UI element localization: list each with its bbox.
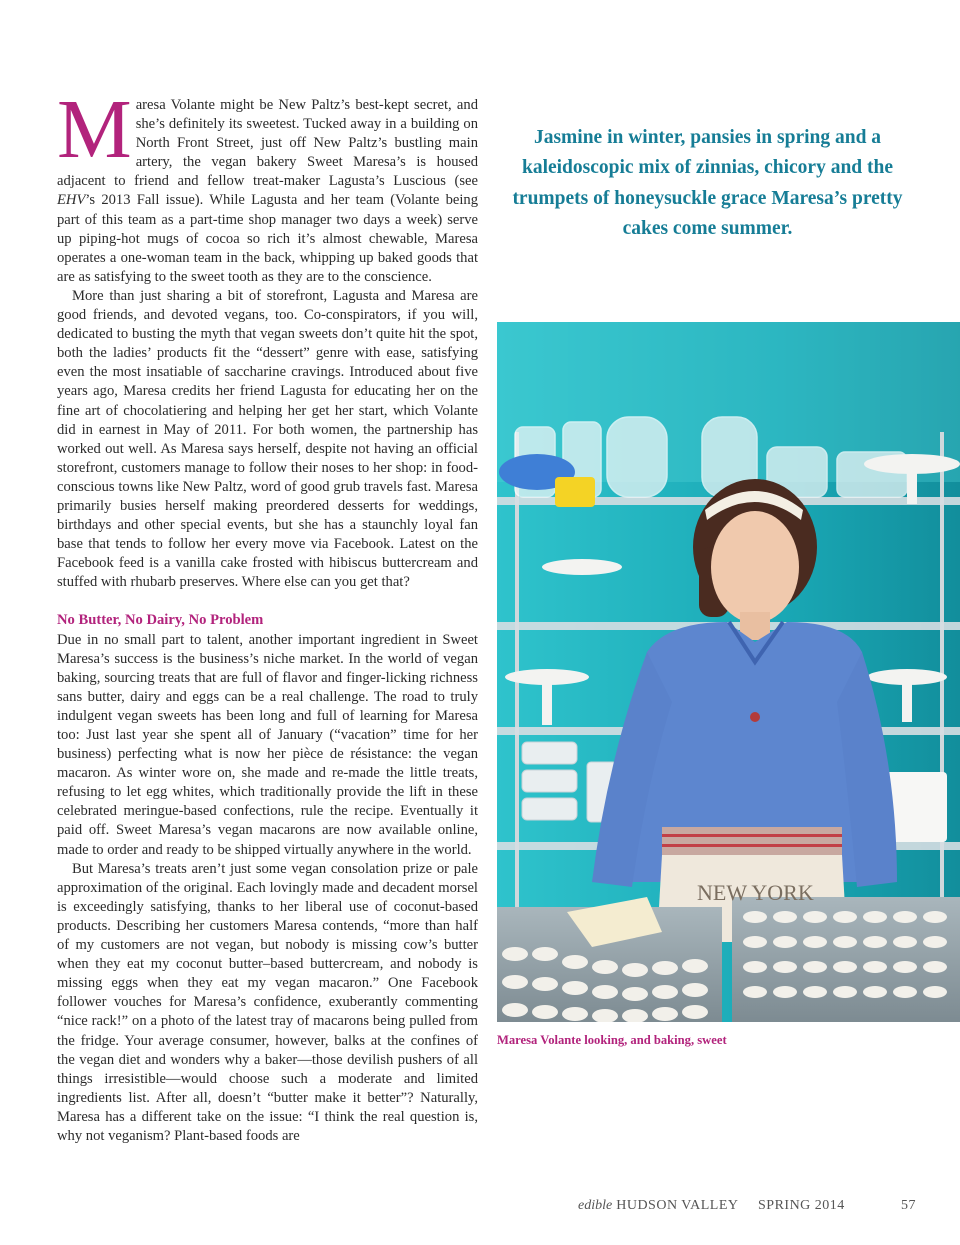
paragraph-2: More than just sharing a bit of storefront, Lagusta and Maresa are good friends, and devoted vegans, too. Co-conspirators, if you will, dedicated to busting the myth that vegan sweets don’t quite hit the spot, both the ladies’ products fit the “dessert” genre with ease, satisfying even the most insatiable of saccharine cravings. Introduced about five years ago, Maresa credits her friend Lagusta for educating her on the fine art of chocolatiering and helping her get her start, which Volante did in earnest in May of 2011. For both women, the partnership has worked out well. As Maresa says herself, despite not having an official storefront, customers manage to follow their noses to her shop: in food-conscious towns like New Paltz, word of good grub travels fast. Maresa primarily busies herself making preordered desserts for weddings, birthdays and other special events, but she has a staunchly loyal fan base that tends to follow her every move via Facebook. Latest on the Facebook feed is a vanilla cake frosted with hibiscus buttercream and stuffed with rhubarb preserves. Where else can you get that? (57, 287, 478, 591)
baker-photo (497, 322, 960, 1022)
paragraph-4: But Maresa’s treats aren’t just some vegan consolation prize or pale approximation of the original. Each lovingly made and decadent morsel is exceedingly satisfying, thanks to her liberal use of coconut-based products. Describing her customers Maresa contends, “more than half of my customers are not vegan, but nobody is missing cow’s butter when they eat my coconut butter–based buttercream, and nobody is missing eggs when they eat my vegan macaron.” One Facebook follower vouches for Maresa’s confidence, exuberantly commenting “nice rack!” on a photo of the latest tray of macarons being pulled from the fridge. Your average consumer, however, balks at the confines of the vegan diet and wonders why a baker—those devilish pushers of all things irresistible—would choose such a moderate and limited ingredients list. After all, doesn’t “butter make it better”? Naturally, Maresa has a different take on the issue: “I think the real question is, why not veganism? Plant-based foods are (57, 860, 478, 1144)
paragraph-3: Due in no small part to talent, another important ingredient in Sweet Maresa’s success is the business’s niche market. In the world of vegan baking, sourcing treats that are full of flavor and finger-licking richness sans butter, dairy and eggs can be a real challenge. The road to truly indulgent vegan sweets has been long and full of learning for Maresa too: Just last year she spent all of January (“vacation” time for her business) perfecting what is now her pièce de résistance: the vegan macaron. As winter wore on, she made and re-made the little treats, refusing to let egg whites, which traditionally provide the lift in these celebrated meringue-based confections, rule the recipe. Eventually it paid off. Sweet Maresa’s vegan macarons are now available online, made to order and ready to be shipped virtually anywhere in the world. (57, 631, 478, 858)
pull-quote: Jasmine in winter, pansies in spring and a kaleidoscopic mix of zinnias, chicory and the trumpets of honeysuckle grace Maresa’s pretty cakes come summer. (512, 127, 903, 239)
article-body (57, 83, 478, 1146)
drop-cap: M (57, 83, 132, 176)
page-number: 57 (901, 1198, 916, 1213)
section-subhead: No Butter, No Dairy, No Problem (57, 612, 264, 629)
footer-issue: SPRING 2014 (758, 1198, 845, 1213)
paragraph-1-text: aresa Volante might be New Paltz’s best-kept secret, and she’s definitely its sweetest. Tucked away in a building on North Front Street, just off New Paltz’s bustling main artery, the vegan bakery Sweet Maresa’s is housed adjacent to friend and fellow treat-maker Lagusta’s Luscious (see (57, 97, 478, 190)
baker-photo-illustration (497, 322, 960, 1022)
footer-brand-name: HUDSON VALLEY (612, 1198, 739, 1213)
page-footer (578, 1198, 918, 1218)
paragraph-1 (57, 83, 478, 287)
photo-caption: Maresa Volante looking, and baking, sweet (497, 1033, 727, 1047)
footer-brand-italic: edible (578, 1198, 613, 1213)
paragraph-1-text-end: ’s 2013 Fall issue). While Lagusta and her team (Volante being part of this team as a part-time shop manager two days a week) serve up piping-hot mugs of cocoa so rich it’s almost chewable, Maresa operates a one-woman team in the back, whipping up baked goods that are as satisfying to the sweet tooth as they are to the conscience. (57, 192, 478, 285)
magazine-abbrev: EHV (57, 192, 86, 209)
apron-text: NEW YORK (697, 880, 814, 905)
footer-brand (578, 1198, 739, 1214)
